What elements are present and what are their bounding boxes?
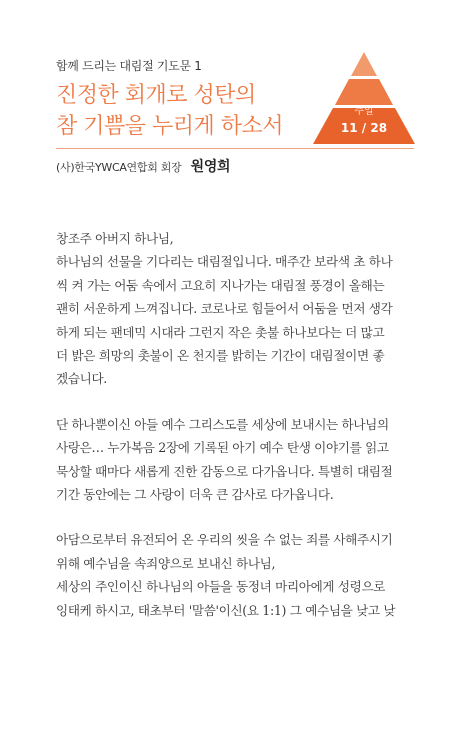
paragraph: [56, 413, 408, 507]
author-name: 원영희: [190, 159, 231, 175]
text-line: 단 하나뿐이신 아들 예수 그리스도를 세상에 보내시는 하나님의: [56, 416, 389, 432]
text-line: 묵상할 때마다 새롭게 진한 감동으로 다가옵니다. 특별히 대림절: [56, 463, 393, 479]
text-line: 기간 동안에는 그 사랑이 더욱 큰 감사로 다가옵니다.: [56, 487, 334, 503]
text-line: 세상의 주인이신 하나님의 아들을 동정녀 마리아에게 성령으로: [56, 579, 386, 595]
date-badge: [313, 52, 415, 144]
text-line: 씩 켜 가는 어둠 속에서 고요히 지나가는 대림절 풍경이 올해는: [56, 277, 385, 293]
paragraph: [56, 528, 408, 622]
text-line: 괜히 서운하게 느껴집니다. 코로나로 힘들어서 어둠을 먼저 생각: [56, 301, 393, 317]
title-line: 참 기쁨을 누리게 하소서: [56, 114, 284, 139]
author-line: [56, 156, 230, 176]
text-line: 하나님의 선물을 기다리는 대림절입니다. 매주간 보라색 초 하나: [56, 254, 393, 270]
badge-week-label: 주일: [354, 106, 374, 117]
author-org: (사)한국YWCA연합회 회장: [56, 161, 182, 174]
kicker: 함께 드리는 대림절 기도문 1: [56, 59, 202, 73]
text-line: 창조주 아버지 하나님,: [56, 231, 174, 246]
title-line: 진정한 회개로 성탄의: [56, 83, 256, 108]
text-line: 위해 예수님을 속죄양으로 보내신 하나님,: [56, 555, 276, 571]
text-line: 사랑은… 누가복음 2장에 기록된 아기 예수 탄생 이야기를 읽고: [56, 440, 389, 456]
text-line: 하게 되는 팬데믹 시대라 그런지 작은 촛불 하나보다는 더 많고: [56, 324, 385, 340]
text-line: 잉태케 하시고, 태초부터 '말씀'이신(요 1:1) 그 예수님을 낮고 낮: [56, 602, 396, 618]
page-title: [56, 80, 356, 142]
badge-date: 11 / 28: [340, 121, 388, 135]
title-rule: [56, 148, 414, 149]
paragraph: [56, 227, 408, 391]
text-line: 겠습니다.: [56, 371, 107, 387]
prayer-body: [56, 227, 408, 644]
text-line: 더 밝은 희망의 촛불이 온 천지를 밝히는 기간이 대림절이면 좋: [56, 348, 385, 364]
text-line: 아담으로부터 유전되어 온 우리의 씻을 수 없는 죄를 사해주시기: [56, 532, 393, 548]
pyramid-top: [351, 52, 377, 76]
